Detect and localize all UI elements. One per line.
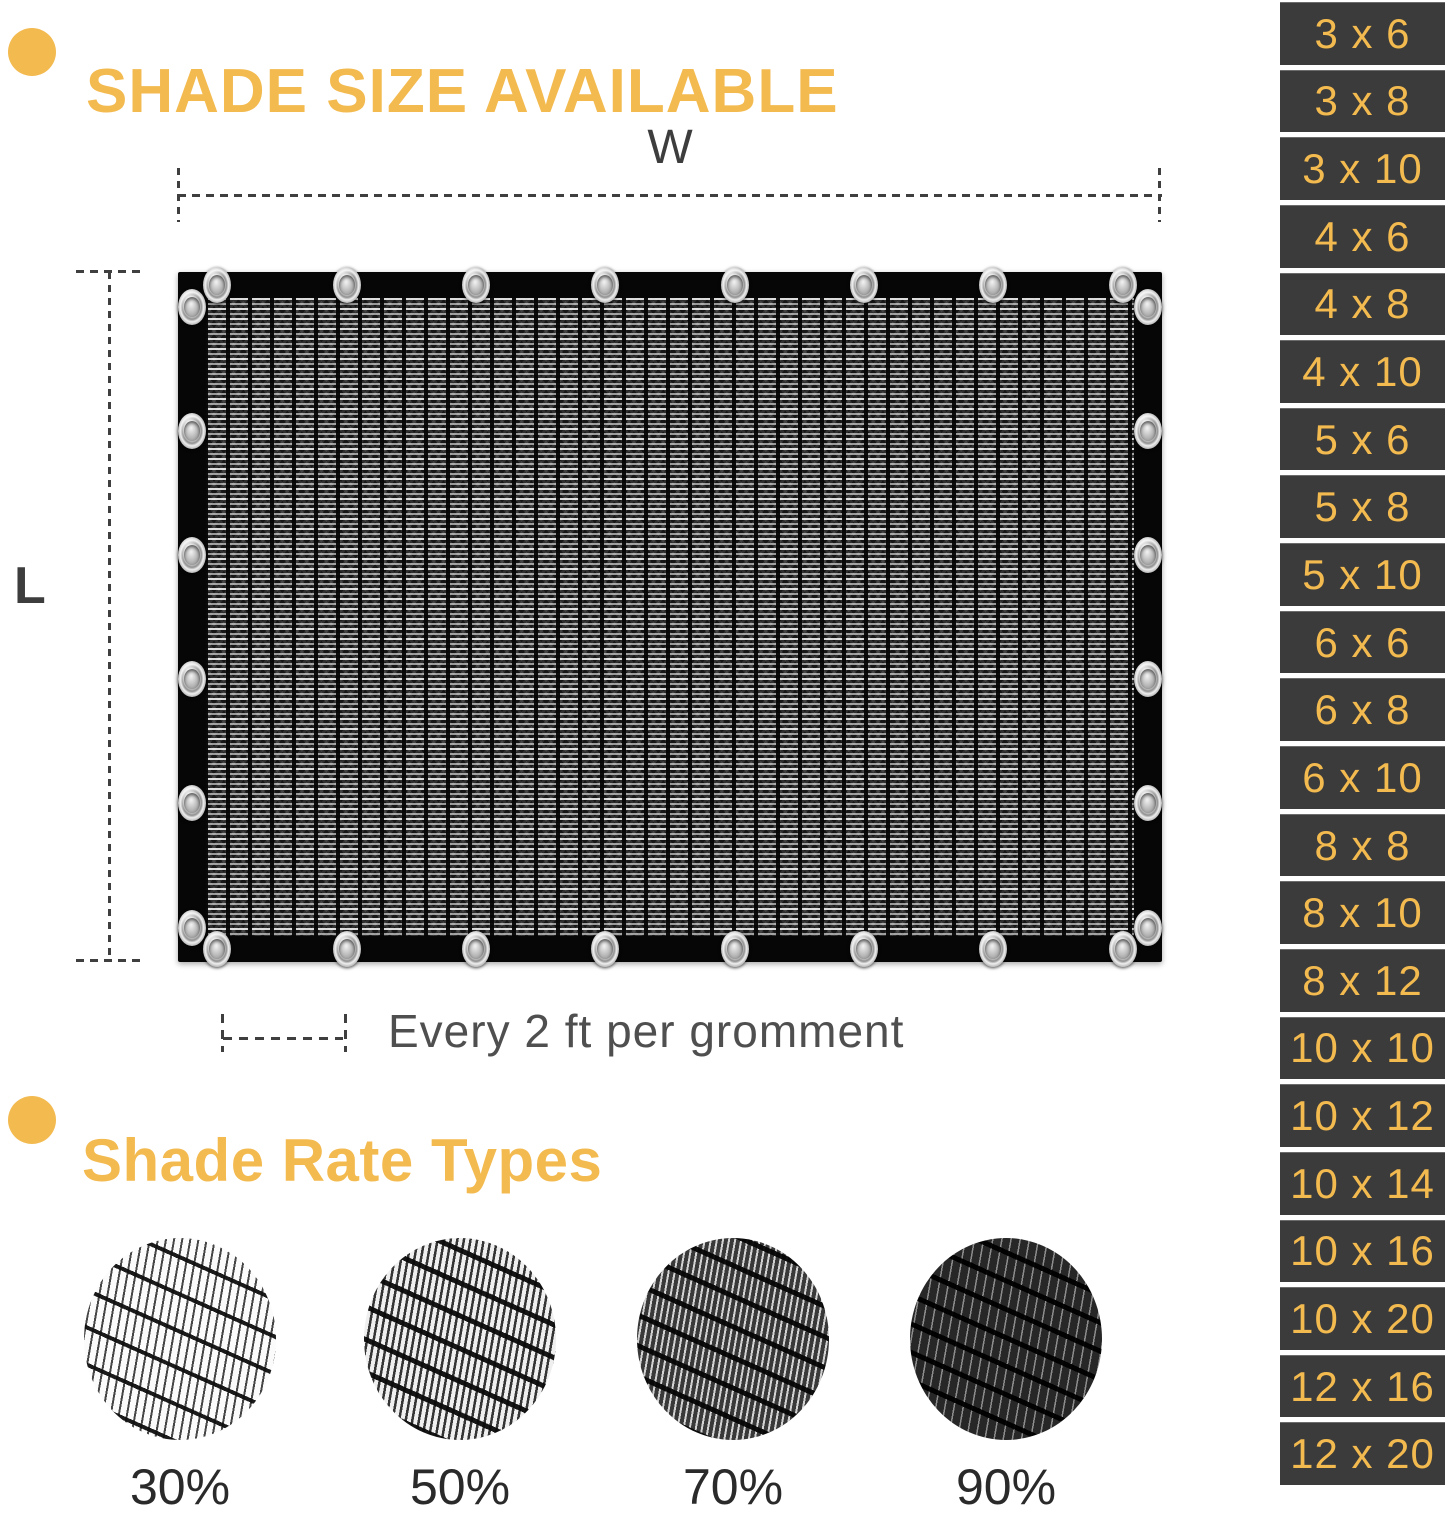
- grommet: [178, 413, 206, 449]
- spacing-bracket-tick-left: [221, 1014, 224, 1052]
- size-option-label: 5 x 8: [1314, 483, 1411, 531]
- grommet: [721, 931, 749, 967]
- grommet: [1134, 413, 1162, 449]
- size-option-label: 3 x 10: [1302, 145, 1423, 193]
- mesh-fabric: [206, 298, 1134, 936]
- spacing-bracket-line: [223, 1037, 343, 1040]
- size-option: [1280, 1220, 1445, 1283]
- mesh-sample-70: [637, 1238, 829, 1440]
- size-option: [1280, 205, 1445, 268]
- grommet: [1134, 537, 1162, 573]
- size-option-label: 6 x 8: [1314, 686, 1411, 734]
- grommet: [333, 267, 361, 303]
- size-option-label: 10 x 14: [1290, 1159, 1435, 1207]
- size-option: [1280, 1355, 1445, 1418]
- grommet: [203, 931, 231, 967]
- grommet: [591, 267, 619, 303]
- grommet: [979, 931, 1007, 967]
- grommet: [850, 931, 878, 967]
- bullet-dot: [8, 1096, 56, 1144]
- size-list: [1280, 0, 1445, 1485]
- size-option-label: 10 x 10: [1290, 1024, 1435, 1072]
- size-option: [1280, 814, 1445, 877]
- size-option-label: 12 x 16: [1290, 1362, 1435, 1410]
- grommet-spacing-note: Every 2 ft per gromment: [388, 1005, 905, 1057]
- grommet: [462, 931, 490, 967]
- grommet: [1134, 785, 1162, 821]
- bullet-dot: [8, 28, 56, 76]
- size-option: [1280, 408, 1445, 471]
- size-option-label: 10 x 12: [1290, 1092, 1435, 1140]
- size-option: [1280, 881, 1445, 944]
- grommet: [178, 661, 206, 697]
- size-option-label: 6 x 6: [1314, 618, 1411, 666]
- width-dimension-tick-left: [177, 168, 180, 222]
- size-option-label: 4 x 10: [1302, 348, 1423, 396]
- shade-rate-item: [637, 1238, 829, 1516]
- grommet: [462, 267, 490, 303]
- size-option-label: 5 x 6: [1314, 415, 1411, 463]
- width-dimension-line: [178, 194, 1162, 197]
- size-option: [1280, 1287, 1445, 1350]
- length-dimension-tick-bottom: [76, 959, 144, 962]
- grommet: [1109, 267, 1137, 303]
- mesh-sample-90: [910, 1238, 1102, 1440]
- width-dimension-label: W: [647, 121, 693, 174]
- grommet: [1134, 289, 1162, 325]
- size-option-label: 3 x 8: [1314, 77, 1411, 125]
- size-option: [1280, 543, 1445, 606]
- mesh-sample-50: [364, 1238, 556, 1440]
- section-title-sizes: SHADE SIZE AVAILABLE: [86, 56, 839, 126]
- shade-rate-percent: 50%: [409, 1459, 511, 1515]
- size-option-label: 8 x 10: [1302, 889, 1423, 937]
- mesh-sample-30: [84, 1238, 276, 1440]
- grommet: [333, 931, 361, 967]
- size-option-label: 8 x 12: [1302, 956, 1423, 1004]
- size-option: [1280, 137, 1445, 200]
- shade-rate-percent: 70%: [682, 1459, 784, 1515]
- size-option: [1280, 2, 1445, 65]
- shade-rate-percent: 90%: [955, 1459, 1057, 1515]
- length-dimension-label: L: [14, 557, 46, 615]
- size-option: [1280, 475, 1445, 538]
- shade-net-diagram: [178, 272, 1162, 962]
- grommet: [178, 910, 206, 946]
- grommet: [979, 267, 1007, 303]
- section-title-shade-rates: Shade Rate Types: [82, 1126, 603, 1194]
- size-option-label: 5 x 10: [1302, 550, 1423, 598]
- size-option-label: 12 x 20: [1290, 1430, 1435, 1478]
- grommet: [1134, 910, 1162, 946]
- size-option: [1280, 949, 1445, 1012]
- grommet: [850, 267, 878, 303]
- width-dimension-tick-right: [1158, 168, 1161, 222]
- size-option-label: 4 x 6: [1314, 212, 1411, 260]
- length-dimension-tick-top: [76, 270, 144, 273]
- size-option: [1280, 340, 1445, 403]
- grommet: [1109, 931, 1137, 967]
- size-option-label: 3 x 6: [1314, 9, 1411, 57]
- size-option-label: 4 x 8: [1314, 280, 1411, 328]
- grommet: [178, 785, 206, 821]
- size-option: [1280, 611, 1445, 674]
- size-option-label: 8 x 8: [1314, 821, 1411, 869]
- shade-rate-percent: 30%: [129, 1459, 231, 1515]
- grommet: [591, 931, 619, 967]
- size-option: [1280, 1422, 1445, 1485]
- size-option-label: 10 x 16: [1290, 1227, 1435, 1275]
- grommet: [203, 267, 231, 303]
- size-option: [1280, 70, 1445, 133]
- grommet: [1134, 661, 1162, 697]
- length-dimension-line: [108, 272, 111, 962]
- grommet: [178, 537, 206, 573]
- shade-rate-item: [910, 1238, 1102, 1516]
- spacing-bracket-tick-right: [344, 1014, 347, 1052]
- grommet: [721, 267, 749, 303]
- grommet: [178, 289, 206, 325]
- size-option: [1280, 1152, 1445, 1215]
- size-option: [1280, 1017, 1445, 1080]
- size-option: [1280, 678, 1445, 741]
- shade-rate-item: [364, 1238, 556, 1516]
- shade-rate-item: [84, 1238, 276, 1516]
- size-option-label: 10 x 20: [1290, 1294, 1435, 1342]
- size-option-label: 6 x 10: [1302, 753, 1423, 801]
- size-option: [1280, 273, 1445, 336]
- size-option: [1280, 746, 1445, 809]
- size-option: [1280, 1084, 1445, 1147]
